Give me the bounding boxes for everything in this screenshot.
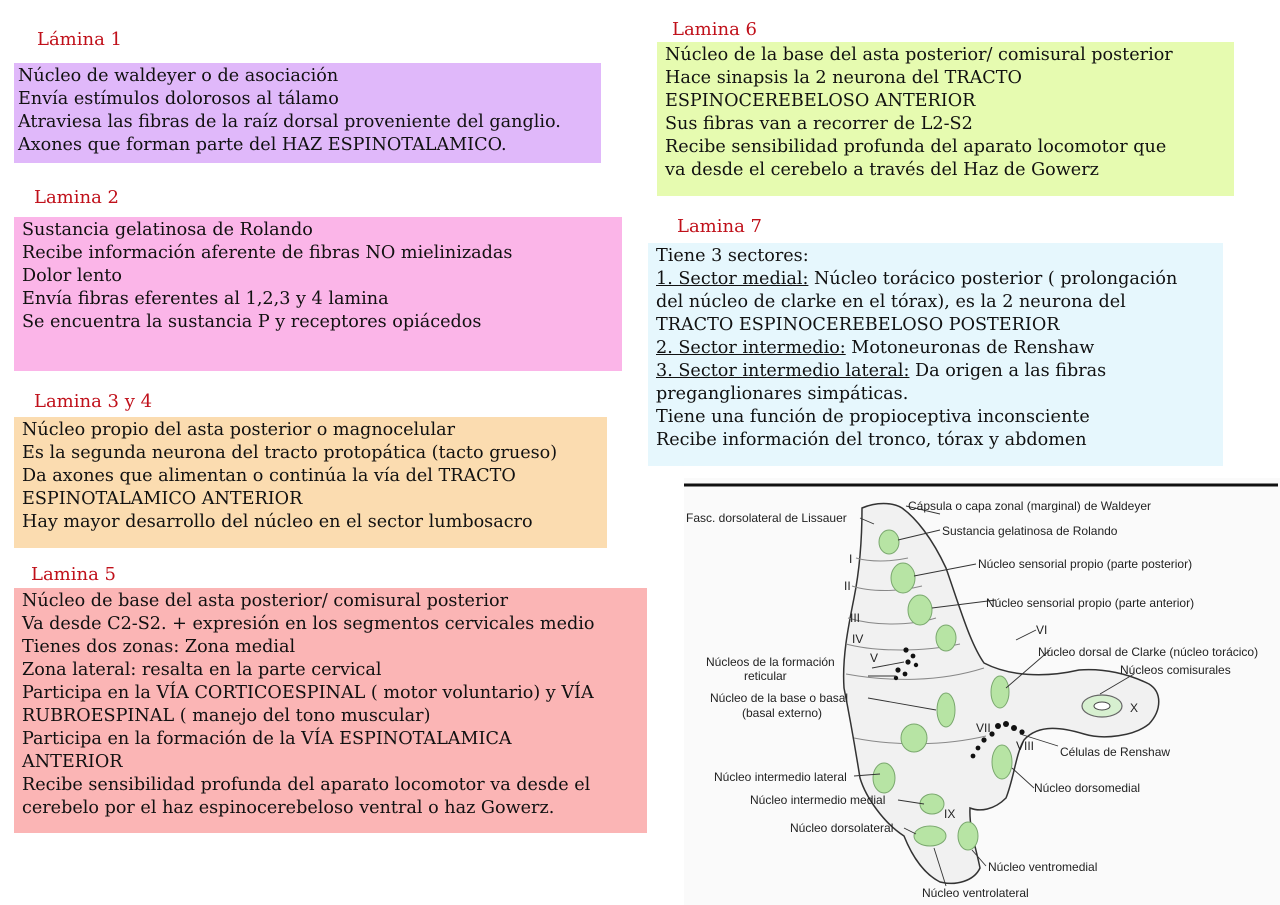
roman-III: III <box>850 611 861 625</box>
lamina-6-line: ESPINOCEREBELOSO ANTERIOR <box>665 91 976 111</box>
label-ventrolateral: Núcleo ventrolateral <box>922 886 1029 900</box>
lamina-5-line: Participa en la VÍA CORTICOESPINAL ( motor voluntario) y VÍA <box>22 683 594 703</box>
label-comisurales: Núcleos comisurales <box>1120 663 1231 677</box>
roman-VIII: VIII <box>1016 739 1035 753</box>
roman-X: X <box>1130 701 1139 715</box>
lamina-7-line: TRACTO ESPINOCEREBELOSO POSTERIOR <box>656 315 1060 335</box>
label-rolando: Sustancia gelatinosa de Rolando <box>942 524 1118 538</box>
lamina-7-sector-2 <box>656 337 1223 360</box>
roman-VII: VII <box>976 721 991 735</box>
roman-IX: IX <box>944 807 956 821</box>
lamina-5-line: ANTERIOR <box>22 752 123 772</box>
label-dorsomedial: Núcleo dorsomedial <box>1034 781 1141 795</box>
lamina-3-4-line: Da axones que alimentan o continúa la vía del TRACTO <box>22 466 516 486</box>
lamina-1-line: Envía estímulos dolorosos al tálamo <box>18 89 339 109</box>
lamina-7-line: Recibe información del tronco, tórax y abdomen <box>656 430 1087 450</box>
label-ventromedial: Núcleo ventromedial <box>988 860 1098 874</box>
lamina-2-line: Sustancia gelatinosa de Rolando <box>22 220 313 240</box>
spinal-cord-svg <box>684 478 1280 905</box>
lamina-6-box <box>657 42 1234 196</box>
lamina-2-line: Se encuentra la sustancia P y receptores opiácedos <box>22 312 482 332</box>
lamina-3-4-line: ESPINOTALAMICO ANTERIOR <box>22 489 303 509</box>
lamina-6-line: Núcleo de la base del asta posterior/ comisural posterior <box>665 45 1173 65</box>
lamina-7-sector-3 <box>656 360 1223 383</box>
lamina-2-box <box>14 217 622 371</box>
lamina-6-line: Sus fibras van a recorrer de L2-S2 <box>665 114 973 134</box>
spinal-cord-diagram <box>684 478 1280 905</box>
sector-1-text: Núcleo torácico posterior ( prolongación <box>808 269 1178 289</box>
lamina-1-line: Atraviesa las fibras de la raíz dorsal proveniente del ganglio. <box>18 112 561 132</box>
lamina-7-intro: Tiene 3 sectores: <box>656 246 809 266</box>
lamina-3-4-line: Núcleo propio del asta posterior o magnocelular <box>22 420 455 440</box>
lamina-2-title: Lamina 2 <box>34 187 120 208</box>
roman-IV: IV <box>852 632 864 646</box>
lamina-5-line: Participa en la formación de la VÍA ESPINOTALAMICA <box>22 729 512 749</box>
lamina-3-4-title: Lamina 3 y 4 <box>34 391 153 412</box>
label-renshaw: Células de Renshaw <box>1060 745 1171 759</box>
label-sensorial-posterior: Núcleo sensorial propio (parte posterior) <box>978 557 1193 571</box>
lamina-7-line: preganglionares simpáticas. <box>656 384 909 404</box>
lamina-5-line: Tienes dos zonas: Zona medial <box>22 637 296 657</box>
lamina-2-line: Recibe información aferente de fibras NO mielinizadas <box>22 243 513 263</box>
label-dorsolateral: Núcleo dorsolateral <box>790 821 894 835</box>
lamina-1-line: Axones que forman parte del HAZ ESPINOTALAMICO. <box>18 135 507 155</box>
roman-I: I <box>849 552 853 566</box>
lamina-7-sector-1 <box>656 268 1223 291</box>
lamina-1-title: Lámina 1 <box>37 29 123 50</box>
label-waldeyer: Cápsula o capa zonal (marginal) de Waldeyer <box>908 499 1152 513</box>
label-base-2: (basal externo) <box>742 706 823 720</box>
lamina-5-title: Lamina 5 <box>31 564 117 585</box>
central-canal-lumen <box>1094 702 1110 710</box>
roman-II: II <box>844 579 851 593</box>
lamina-6-line: va desde el cerebelo a través del Haz de Gowerz <box>665 160 1099 180</box>
label-base-1: Núcleo de la base o basal <box>710 691 849 705</box>
lamina-5-line: cerebelo por el haz espinocerebeloso ventral o haz Gowerz. <box>22 798 555 818</box>
lamina-6-title: Lamina 6 <box>672 19 758 40</box>
sector-1-heading: 1. Sector medial: <box>656 269 809 289</box>
lamina-3-4-line: Es la segunda neurona del tracto protopática (tacto grueso) <box>22 443 558 463</box>
sector-3-text: Da origen a las fibras <box>909 361 1107 381</box>
lamina-6-line: Recibe sensibilidad profunda del aparato locomotor que <box>665 137 1167 157</box>
label-reticular-2: reticular <box>744 669 787 683</box>
label-lissauer: Fasc. dorsolateral de Lissauer <box>686 511 847 525</box>
sector-2-heading: 2. Sector intermedio: <box>656 338 846 358</box>
lamina-1-line: Núcleo de waldeyer o de asociación <box>18 66 339 86</box>
lamina-5-line: Zona lateral: resalta en la parte cervical <box>22 660 382 680</box>
label-reticular-1: Núcleos de la formación <box>706 655 835 669</box>
lamina-3-4-line: Hay mayor desarrollo del núcleo en el sector lumbosacro <box>22 512 533 532</box>
lamina-7-line: del núcleo de clarke en el tórax), es la 2 neurona del <box>656 292 1126 312</box>
sector-2-text: Motoneuronas de Renshaw <box>845 338 1095 358</box>
lamina-6-line: Hace sinapsis la 2 neurona del TRACTO <box>665 68 1022 88</box>
lamina-5-line: Núcleo de base del asta posterior/ comisural posterior <box>22 591 508 611</box>
roman-V: V <box>870 651 879 665</box>
lamina-5-line: Va desde C2-S2. + expresión en los segmentos cervicales medio <box>22 614 595 634</box>
lamina-5-line: RUBROESPINAL ( manejo del tono muscular) <box>22 706 431 726</box>
lamina-3-4-box <box>14 417 607 548</box>
lamina-1-box <box>14 63 601 163</box>
lamina-5-line: Recibe sensibilidad profunda del aparato locomotor va desde el <box>22 775 591 795</box>
lamina-7-title: Lamina 7 <box>677 216 763 237</box>
sector-3-heading: 3. Sector intermedio lateral: <box>656 361 910 381</box>
lamina-2-line: Dolor lento <box>22 266 122 286</box>
lamina-2-line: Envía fibras eferentes al 1,2,3 y 4 lamina <box>22 289 389 309</box>
lamina-7-line: Tiene una función de propioceptiva inconsciente <box>656 407 1090 427</box>
label-clarke: Núcleo dorsal de Clarke (núcleo torácico) <box>1038 645 1259 659</box>
label-intermedio-lateral: Núcleo intermedio lateral <box>714 770 847 784</box>
roman-VI: VI <box>1036 623 1048 637</box>
lamina-5-box <box>14 588 647 833</box>
label-sensorial-anterior: Núcleo sensorial propio (parte anterior) <box>986 596 1195 610</box>
label-intermedio-medial: Núcleo intermedio medial <box>750 793 886 807</box>
lamina-7-box <box>648 243 1223 466</box>
